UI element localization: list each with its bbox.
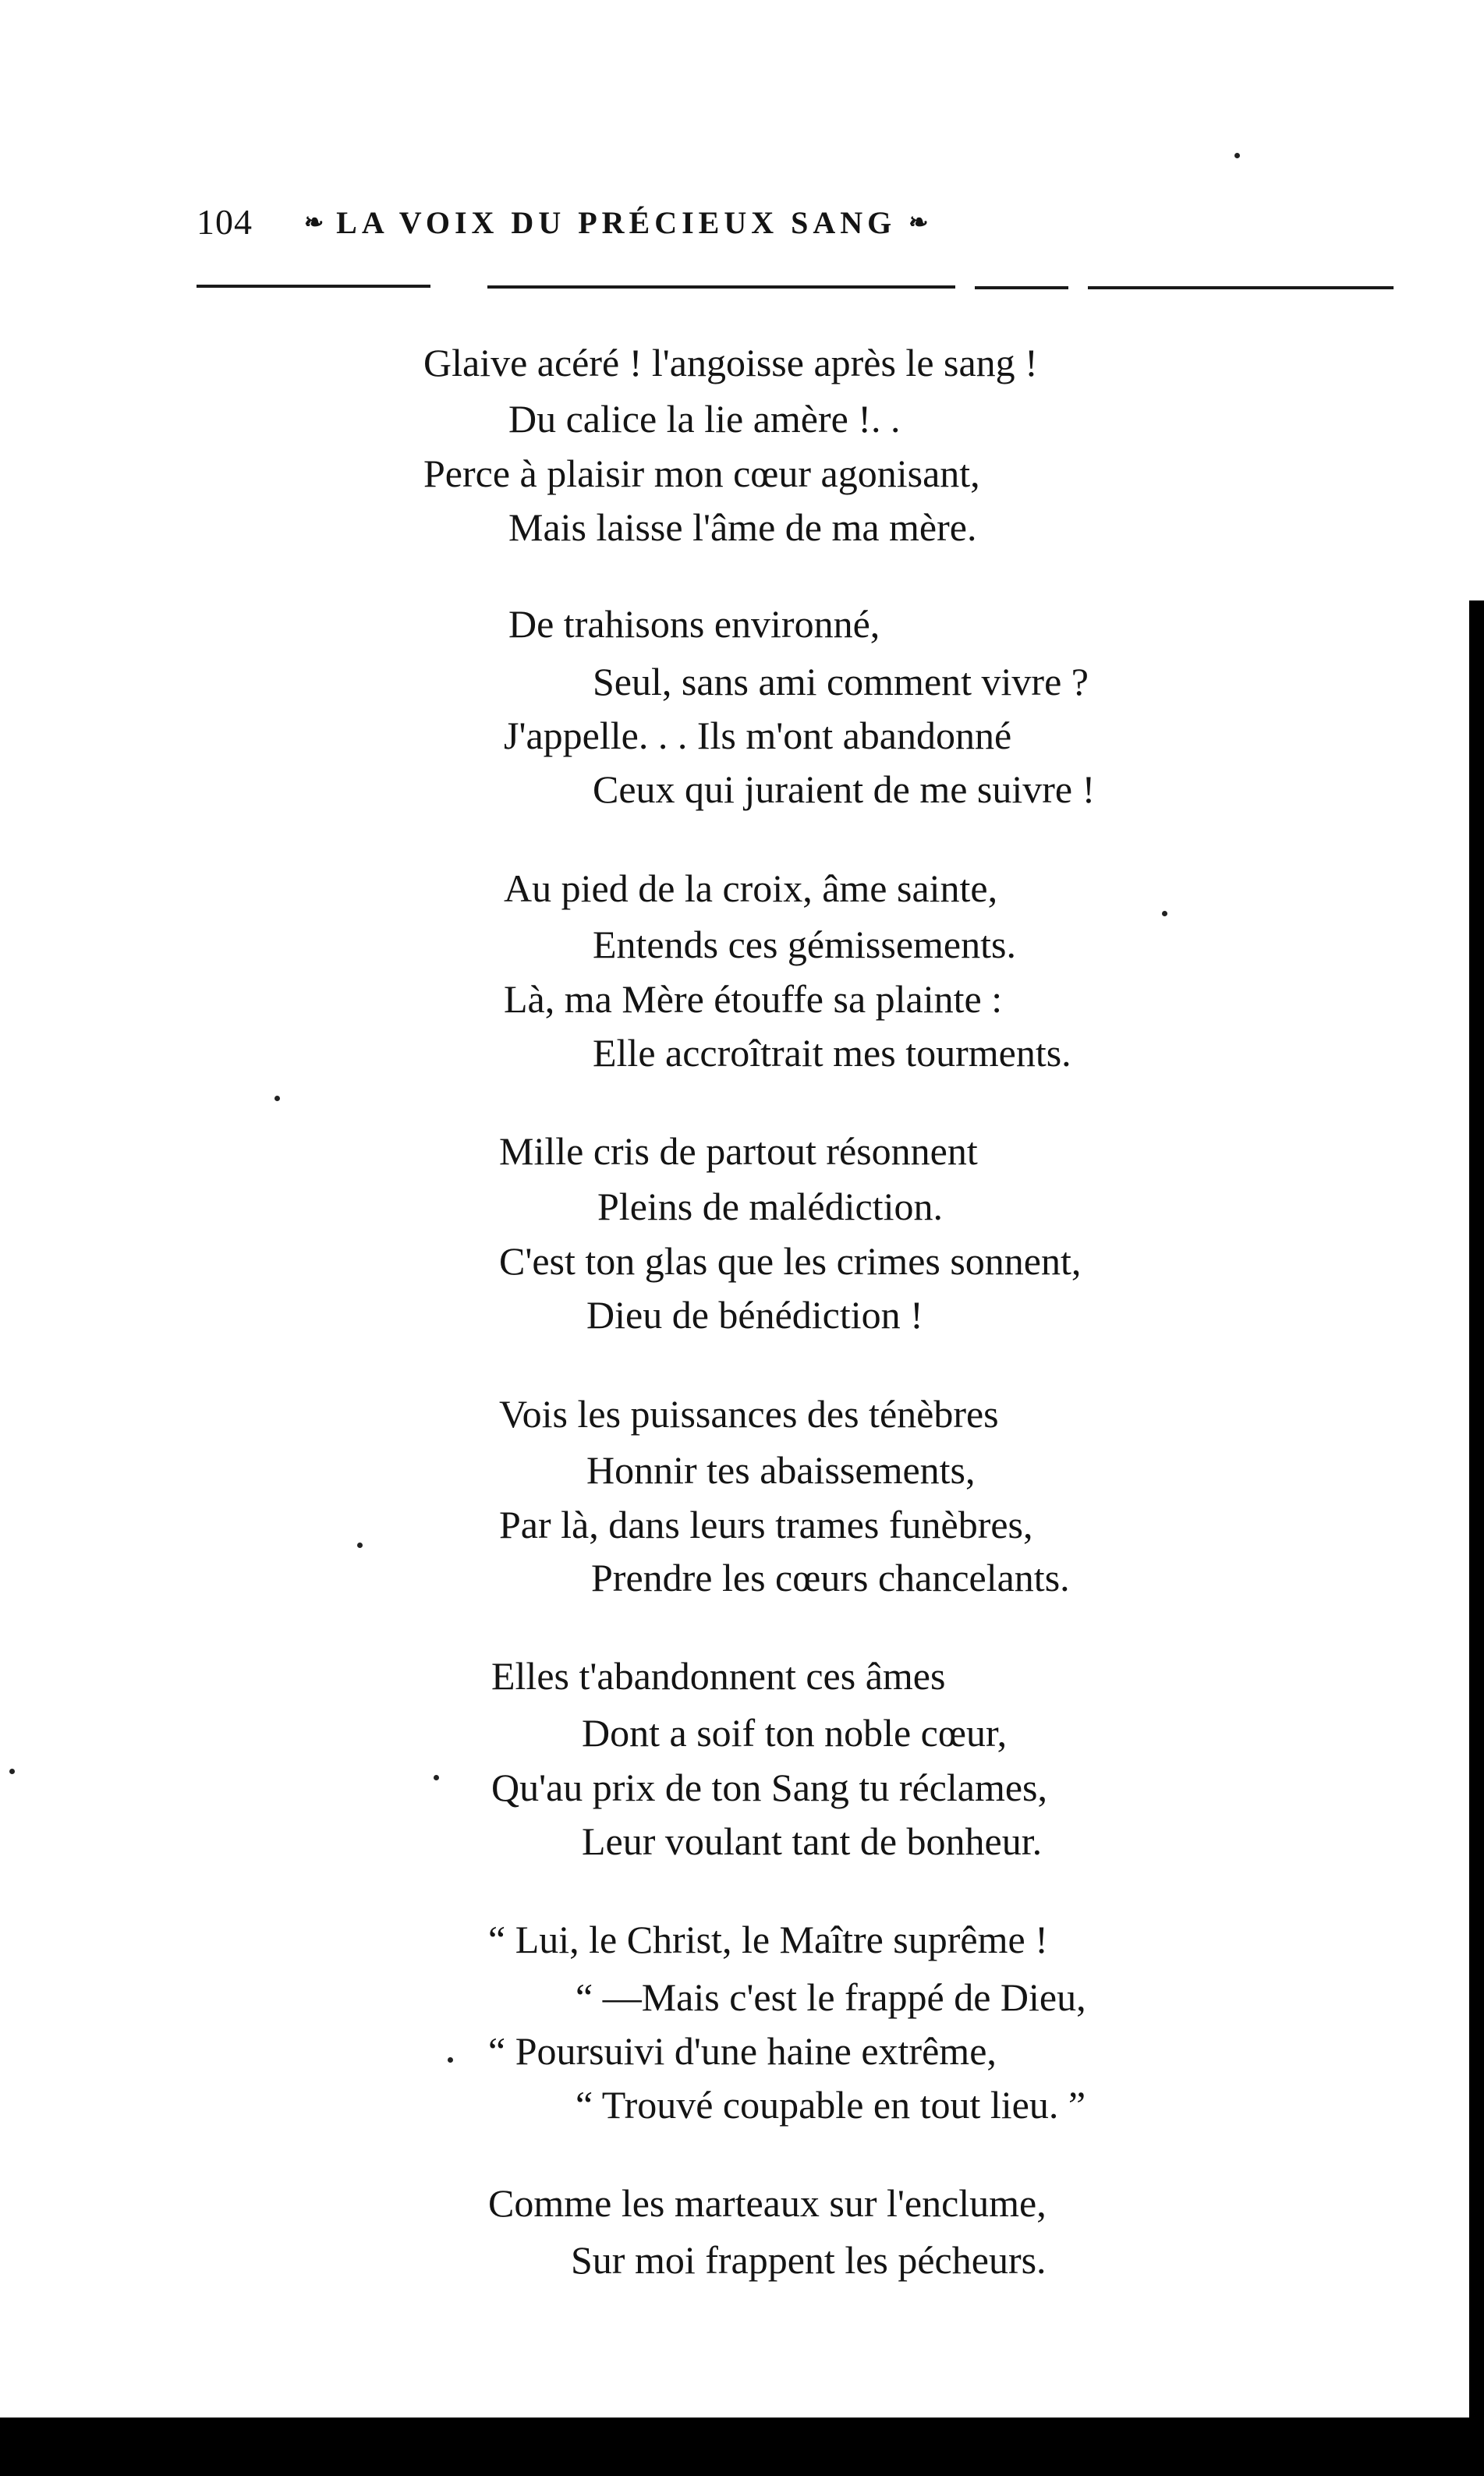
poem-line: Mais laisse l'âme de ma mère. xyxy=(508,505,977,549)
header-rule-segment xyxy=(975,286,1068,289)
scan-speck xyxy=(357,1543,363,1548)
poem-line: “ —Mais c'est le frappé de Dieu, xyxy=(576,1975,1086,2019)
poem-line: Perce à plaisir mon cœur agonisant, xyxy=(423,452,980,495)
poem-line: Ceux qui juraient de me suivre ! xyxy=(593,767,1096,811)
running-head xyxy=(304,204,928,241)
poem-line: Par là, dans leurs trames funèbres, xyxy=(499,1503,1033,1546)
scan-edge-right xyxy=(1469,600,1484,2476)
running-title: LA VOIX DU PRÉCIEUX SANG xyxy=(336,205,897,240)
scan-edge-bottom xyxy=(0,2418,1484,2476)
scan-speck xyxy=(1234,153,1240,158)
poem-line: Comme les marteaux sur l'enclume, xyxy=(488,2181,1047,2225)
poem-line: “ Lui, le Christ, le Maître suprême ! xyxy=(488,1918,1048,1961)
poem-line: Dieu de bénédiction ! xyxy=(586,1293,923,1337)
header-rule-segment xyxy=(197,285,430,288)
poem-line: Qu'au prix de ton Sang tu réclames, xyxy=(491,1766,1047,1809)
header-rule-segment xyxy=(1088,286,1394,289)
poem-line: J'appelle. . . Ils m'ont abandonné xyxy=(504,714,1012,757)
poem-line: Vois les puissances des ténèbres xyxy=(499,1392,999,1436)
poem-line: Pleins de malédiction. xyxy=(597,1185,943,1228)
poem-line: Là, ma Mère étouffe sa plainte : xyxy=(504,977,1003,1021)
scan-speck xyxy=(448,2057,453,2063)
poem-line: Seul, sans ami comment vivre ? xyxy=(593,660,1089,703)
poem-line: C'est ton glas que les crimes sonnent, xyxy=(499,1239,1082,1283)
header-rule-segment xyxy=(487,285,955,289)
poem-line: Elle accroîtrait mes tourments. xyxy=(593,1031,1071,1075)
poem-line: Glaive acéré ! l'angoisse après le sang ! xyxy=(423,341,1038,384)
poem-line: Honnir tes abaissements, xyxy=(586,1448,976,1492)
poem-line: De trahisons environné, xyxy=(508,602,880,646)
poem-line: “ Poursuivi d'une haine extrême, xyxy=(488,2029,997,2073)
poem-line: Elles t'abandonnent ces âmes xyxy=(491,1654,946,1698)
poem-line: “ Trouvé coupable en tout lieu. ” xyxy=(576,2083,1086,2127)
scan-speck xyxy=(9,1769,15,1774)
poem-line: Prendre les cœurs chancelants. xyxy=(591,1556,1070,1599)
scan-speck xyxy=(274,1096,280,1101)
poem-line: Leur voulant tant de bonheur. xyxy=(582,1819,1043,1863)
ornament-left-icon: ❧ xyxy=(304,210,324,236)
poem-line: Entends ces gémissements. xyxy=(593,923,1016,966)
poem-line: Du calice la lie amère !. . xyxy=(508,397,901,441)
poem-line: Au pied de la croix, âme sainte, xyxy=(504,866,998,910)
poem-line: Dont a soif ton noble cœur, xyxy=(582,1711,1008,1755)
scan-speck xyxy=(1162,911,1167,916)
poem-line: Sur moi frappent les pécheurs. xyxy=(571,2238,1047,2282)
ornament-right-icon: ❧ xyxy=(908,210,929,236)
poem-line: Mille cris de partout résonnent xyxy=(499,1129,978,1173)
page-number: 104 xyxy=(197,202,253,242)
scan-speck xyxy=(434,1775,439,1780)
